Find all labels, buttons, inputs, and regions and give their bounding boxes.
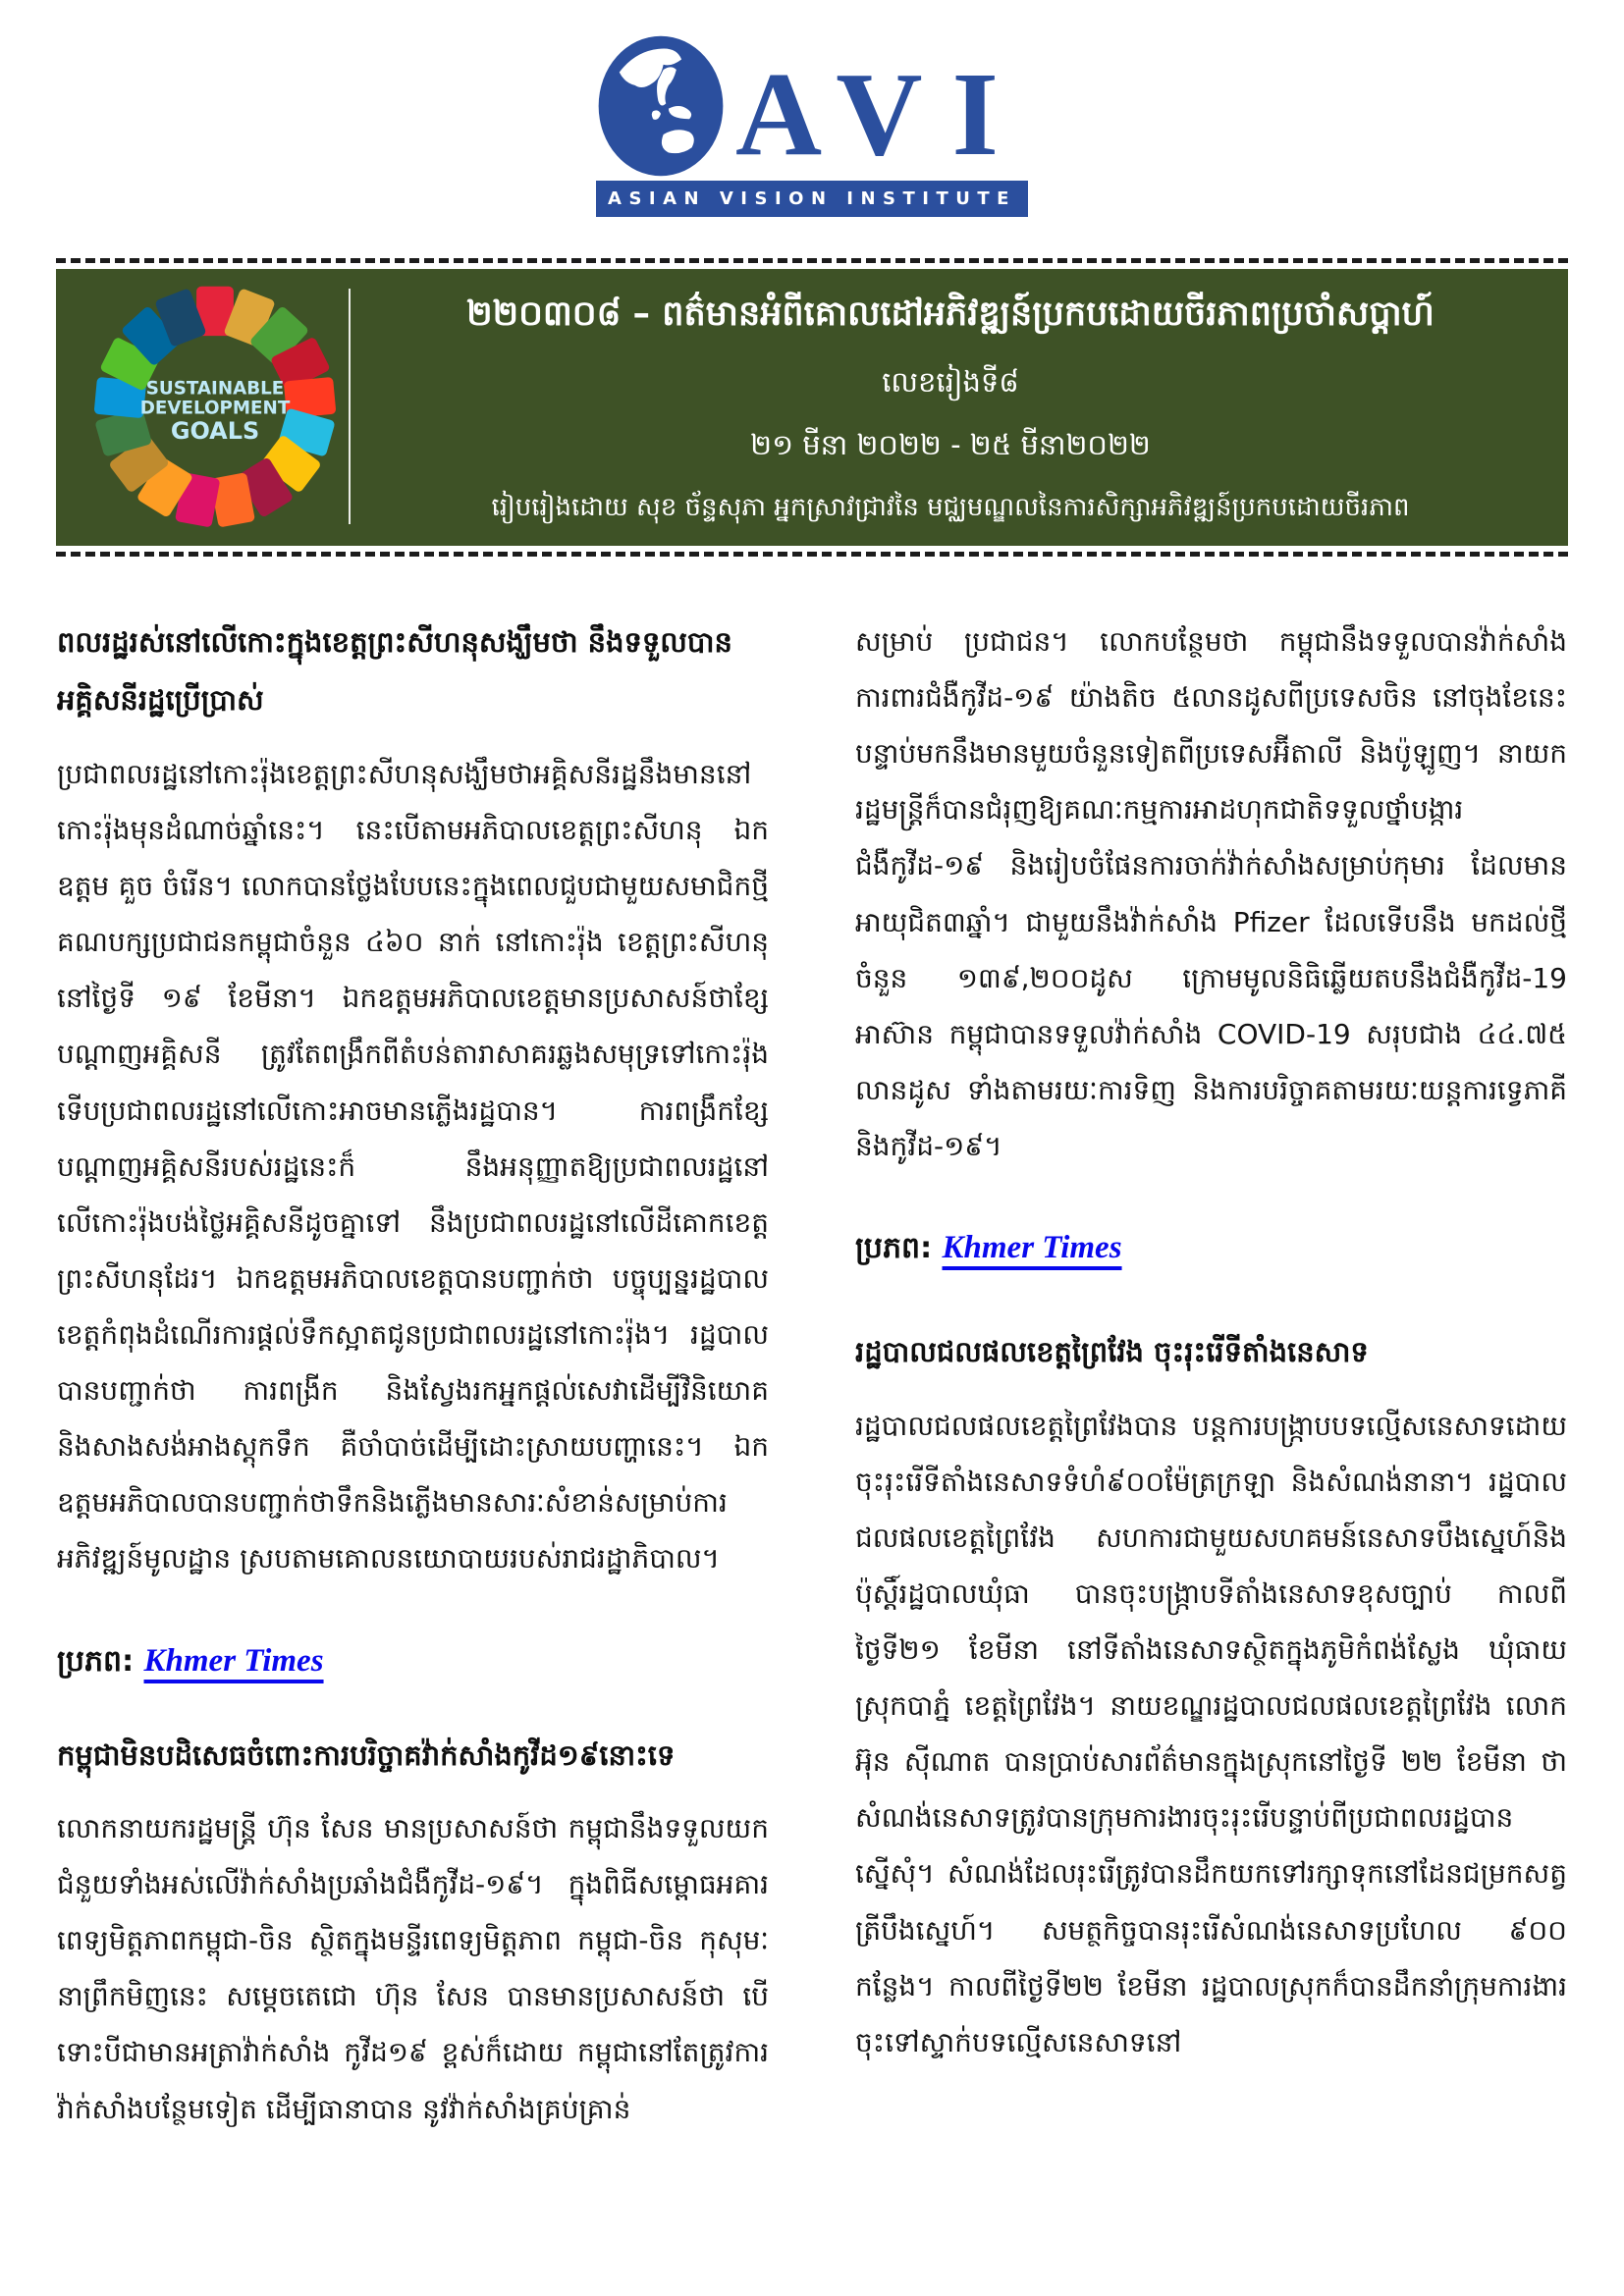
- banner-divider: [349, 289, 351, 524]
- avi-acronym: AVI: [735, 48, 1028, 181]
- article3-heading: រដ្ឋបាលជលផលខេត្តព្រៃវែង ចុះរុះរើទីតាំងនេសាទ: [855, 1335, 1369, 1369]
- banner-text: [354, 284, 1546, 529]
- avi-logo-inner: [596, 33, 1028, 217]
- sdg-wheel-svg: [91, 283, 339, 530]
- org-name-bar: ASIAN VISION INSTITUTE: [596, 181, 1028, 217]
- article2-source: [855, 1229, 1567, 1272]
- khmer-times-link-1[interactable]: Khmer Times: [143, 1642, 324, 1679]
- article2-heading: កម្ពុជាមិនបដិសេធចំពោះការបរិច្ចាគវ៉ាក់សាំងកូវីដ១៩នោះទេ: [57, 1737, 676, 1772]
- article2-body-left: លោកនាយករដ្ឋមន្ត្រី ហ៊ុន សែន មានប្រសាសន៍ថា កម្ពុជានឹងទទួលយកជំនួយទាំងអស់លើវ៉ាក់សាំងប្រឆាំងជំងឺកូវីដ-១៩។ ក្នុងពិធីសម្ពោធអគារពេទ្យមិត្តភាពកម្ពុជា-ចិន ស្ថិតក្នុងមន្ទីរពេទ្យមិត្តភាព កម្ពុជា-ចិន កុសុមៈ នាព្រឹកមិញនេះ សម្តេចតេជោ ហ៊ុន សែន បានមានប្រសាសន៍ថា បើទោះបីជាមានអត្រាវ៉ាក់សាំង កូវីដ១៩ ខ្ពស់ក៏ដោយ កម្ពុជានៅតែត្រូវការវ៉ាក់សាំងបន្ថែមទៀត ដើម្បីធានាបាន នូវវ៉ាក់សាំងគ្រប់គ្រាន់: [57, 1811, 769, 2125]
- article1-source: [57, 1642, 769, 1685]
- article-columns: [0, 557, 1624, 2200]
- issue-number: លេខរៀងទី៨: [882, 365, 1019, 400]
- sdg-text-line3: GOALS: [170, 416, 260, 445]
- article1-body: ប្រជាពលរដ្ឋនៅកោះរ៉ុងខេត្តព្រះសីហនុសង្ឃឹមថាអគ្គិសនីរដ្ឋនឹងមាននៅកោះរ៉ុងមុនដំណាច់ឆ្នាំនេះ។ នេះបើតាមអភិបាលខេត្តព្រះសីហនុ ឯកឧត្តម គួច ចំរើន។ លោកបានថ្លែងបែបនេះក្នុងពេលជួបជាមួយសមាជិកថ្មីគណបក្សប្រជាជនកម្ពុជាចំនួន ៤៦០ នាក់ នៅកោះរ៉ុង ខេត្តព្រះសីហនុ នៅថ្ងៃទី ១៩ ខែមីនា។ ឯកឧត្តមអភិបាលខេត្តមានប្រសាសន៍ថាខ្សែបណ្ដាញអគ្គិសនី ត្រូវតែពង្រឹកពីតំបន់តារាសាគរឆ្លងសមុទ្រទៅកោះរ៉ុងទើបប្រជាពលរដ្ឋនៅលើកោះអាចមានភ្លើងរដ្ឋបាន។ ការពង្រឹកខ្សែបណ្ដាញអគ្គិសនីរបស់រដ្ឋនេះក៏ នឹងអនុញ្ញាតឱ្យប្រជាពលរដ្ឋនៅលើកោះរ៉ុងបង់ថ្លៃអគ្គិសនីដូចគ្នាទៅ នឹងប្រជាពលរដ្ឋនៅលើដីគោកខេត្តព្រះសីហនុដែរ។ ឯកឧត្តមអភិបាលខេត្តបានបញ្ជាក់ថា បច្ចុប្បន្នរដ្ឋបាលខេត្តកំពុងដំណើរការផ្តល់ទឹកស្អាតជូនប្រជាពលរដ្ឋនៅកោះរ៉ុង។ រដ្ឋបាលបានបញ្ជាក់ថា ការពង្រីក និងស្វែងរកអ្នកផ្តល់សេវាដើម្បីវិនិយោគ និងសាងសង់អាងស្តុកទឹក គឺចាំបាច់ដើម្បីដោះស្រាយបញ្ហានេះ។ ឯកឧត្តមអភិបាលបានបញ្ជាក់ថាទឹកនិងភ្លើងមានសារៈសំខាន់សម្រាប់ការអភិវឌ្ឍន៍មូលដ្ឋាន ស្របតាមគោលនយោបាយរបស់រាជរដ្ឋាភិបាល។: [57, 757, 769, 1575]
- article3-body: រដ្ឋបាលជលផលខេត្តព្រៃវែងបាន បន្តការបង្ក្រាបបទល្មើសនេសាទដោយចុះរុះរើទីតាំងនេសាទទំហំ៩០០ម៉ែត្រក្រឡា និងសំណង់នានា។ រដ្ឋបាលជលផលខេត្តព្រៃវែង សហការជាមួយសហគមន៍នេសាទបឹងស្នេហ៍និងប៉ុស្តិ៍រដ្ឋបាលឃុំធា បានចុះបង្ក្រាបទីតាំងនេសាទខុសច្បាប់ កាលពីថ្ងៃទី២១ ខែមីនា នៅទីតាំងនេសាទស្ថិតក្នុងភូមិកំពង់ស្លែង ឃុំធាយ ស្រុកបាភ្នំ ខេត្តព្រៃវែង។ នាយខណ្ឌរដ្ឋបាលជលផលខេត្តព្រៃវែង លោក អ៊ុន ស៊ីណាត បានប្រាប់សារព័ត៌មានក្នុងស្រុកនៅថ្ងៃទី ២២ ខែមីនា ថា សំណង់នេសាទត្រូវបានក្រុមការងារចុះរុះរើបន្ទាប់ពីប្រជាពលរដ្ឋបានស្នើសុំ។ សំណង់ដែលរុះរើត្រូវបានដឹកយកទៅរក្សាទុកនៅដែនជម្រកសត្វត្រីបឹងស្នេហ៍។ សមត្ថកិច្ចបានរុះរើសំណង់នេសាទប្រហែល ៩០០ កន្លែង។ កាលពីថ្ងៃទី២២ ខែមីនា រដ្ឋបាលស្រុកក៏បានដឹកនាំក្រុមការងារចុះទៅស្ទាក់បទល្មើសនេសាទនៅ: [855, 1409, 1567, 2058]
- source-label: ប្រភព:: [57, 1643, 135, 1679]
- avi-logo: [0, 0, 1624, 217]
- sdg-text-line2: DEVELOPMENT: [139, 398, 291, 419]
- khmer-times-link-2[interactable]: Khmer Times: [942, 1230, 1122, 1266]
- banner-frame: [56, 258, 1568, 557]
- date-range: ២១ មីនា ២០២២ - ២៥ មីនា២០២២: [750, 427, 1151, 461]
- globe-icon: [596, 33, 726, 179]
- sdg-logo: [81, 283, 349, 530]
- banner-title: ២២០៣០៨ – ពត៌មានអំពីគោលដៅអភិវឌ្ឍន៍ប្រកបដោយចីរភាពប្រចាំសប្ដាហ៍: [466, 294, 1435, 335]
- source-label: ប្រភព:: [855, 1231, 933, 1266]
- article2-body-right: សម្រាប់ ប្រជាជន។ លោកបន្ថែមថា កម្ពុជានឹងទទួលបានវ៉ាក់សាំងការពារជំងឺកូវីដ-១៩ យ៉ាងតិច ៥លានដូសពីប្រទេសចិន នៅចុងខែនេះ បន្ទាប់មកនឹងមានមួយចំនួនទៀតពីប្រទេសអ៊ីតាលី និងប៉ូឡូញ។ នាយករដ្ឋមន្ត្រីក៏បានជំរុញឱ្យគណៈកម្មការអាដហុកជាតិទទួលថ្នាំបង្ការជំងឺកូវីដ-១៩ និងរៀបចំផែនការចាក់វ៉ាក់សាំងសម្រាប់កុមារ ដែលមានអាយុជិត៣ឆ្នាំ។ ជាមួយនឹងវ៉ាក់សាំង Pfizer ដែលទើបនឹង មកដល់ថ្មីចំនួន ១៣៩,២០០ដូស ក្រោមមូលនិធិឆ្លើយតបនឹងជំងឺកូវីដ-19 អាស៊ាន កម្ពុជាបានទទួលវ៉ាក់សាំង COVID-19 សរុបជាង ៤៤.៧៥ លានដូស ទាំងតាមរយៈការទិញ និងការបរិច្ចាគតាមរយៈយន្តការទ្វេភាគី និងកូវីដ-១៩។: [855, 625, 1567, 1162]
- avi-logo-top: [596, 33, 1028, 179]
- left-column: [57, 614, 769, 2137]
- sdg-text-line1: SUSTAINABLE: [145, 378, 285, 400]
- right-column: [855, 614, 1567, 2137]
- article1-heading: ពលរដ្ឋរស់នៅលើកោះក្នុងខេត្តព្រះសីហនុសង្ឃឹមថា នឹងទទួលបាន អគ្គិសនីរដ្ឋប្រើប្រាស់: [57, 625, 732, 718]
- byline: រៀបរៀងដោយ សុខ ច័ន្ទសុភា អ្នកស្រាវជ្រាវនៃ មជ្ឈមណ្ឌលនៃការសិក្សាអភិវឌ្ឍន៍ប្រកបដោយចីរភាព: [491, 493, 1410, 523]
- newsletter-banner: [56, 269, 1568, 546]
